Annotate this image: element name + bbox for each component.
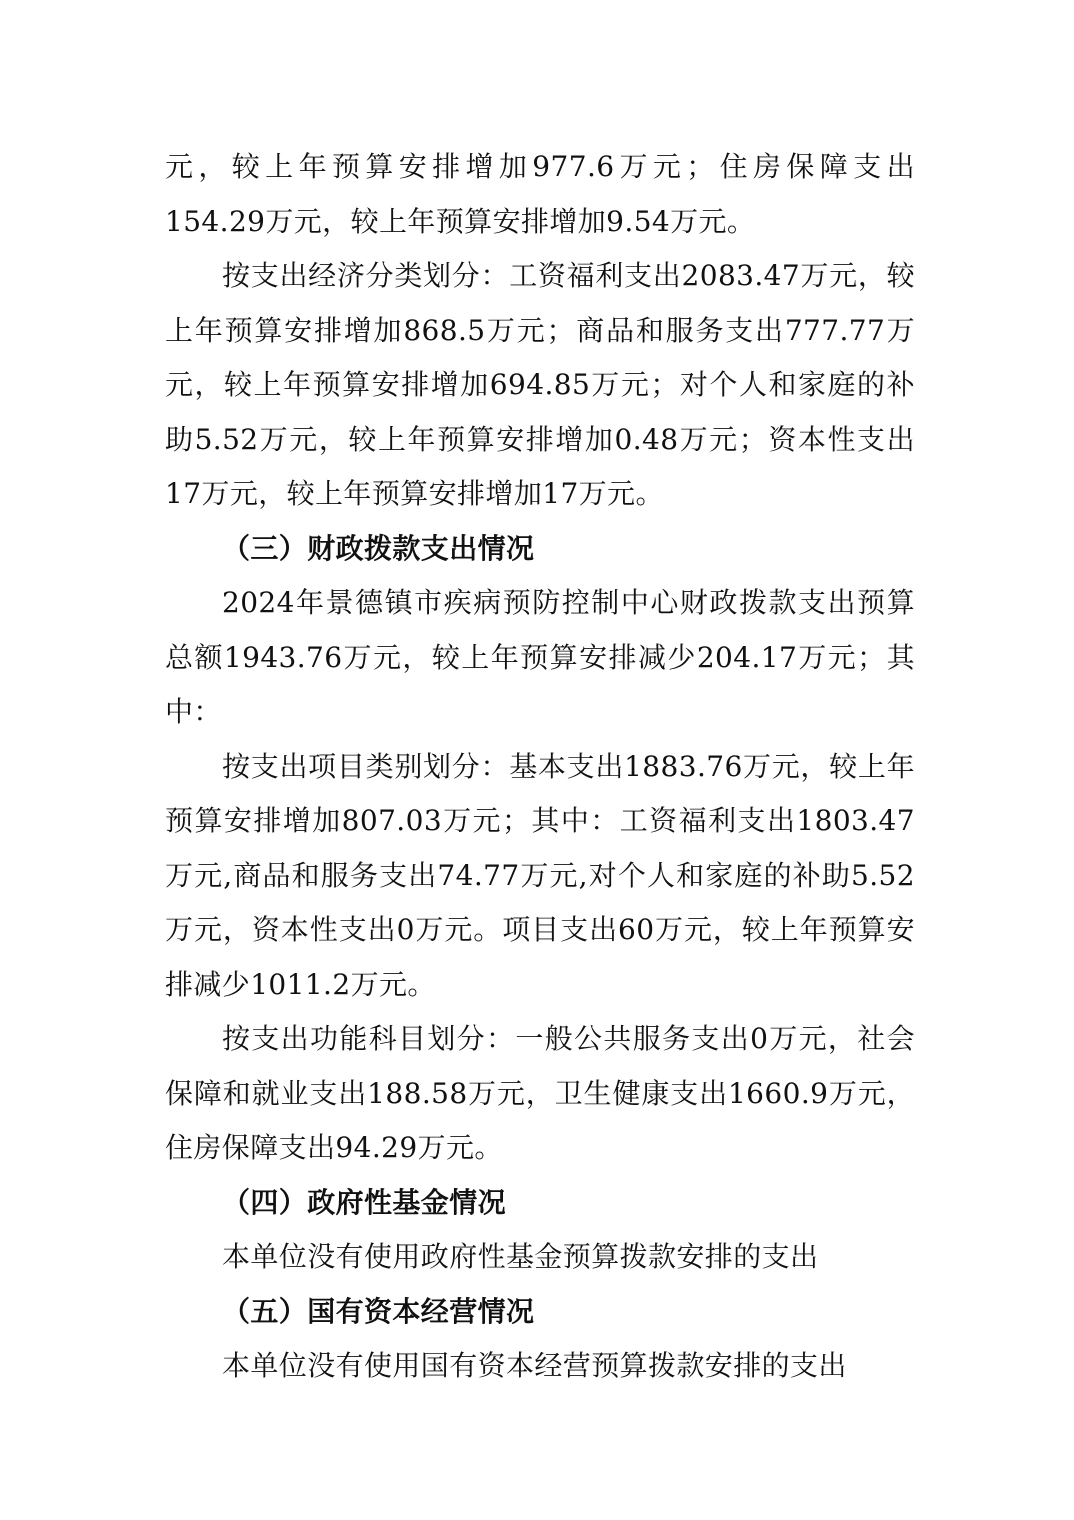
paragraph-economic-classification: 按支出经济分类划分：工资福利支出2083.47万元，较上年预算安排增加868.5万元；商品和服务支出777.77万元，较上年预算安排增加694.85万元；对个人和家庭的补助5.52万元，较上年预算安排增加0.48万元；资本性支出17万元，较上年预算安排增加17万元。 <box>165 259 915 510</box>
paragraph-state-capital-note: 本单位没有使用国有资本经营预算拨款安排的支出 <box>222 1349 847 1382</box>
section-heading-government-fund: （四）政府性基金情况 <box>222 1185 507 1219</box>
section-heading-state-capital: （五）国有资本经营情况 <box>222 1294 535 1328</box>
paragraph-fiscal-total: 2024年景德镇市疾病预防控制中心财政拨款支出预算总额1943.76万元，较上年预算安排减少204.17万元；其中： <box>165 586 915 728</box>
paragraph-housing-expense: 元，较上年预算安排增加977.6万元；住房保障支出154.29万元，较上年预算安排增加9.54万元。 <box>165 150 915 238</box>
document-page <box>165 140 915 1394</box>
paragraph-functional-subject: 按支出功能科目划分：一般公共服务支出0万元，社会保障和就业支出188.58万元，卫生健康支出1660.9万元，住房保障支出94.29万元。 <box>165 1022 915 1164</box>
paragraph-government-fund-note: 本单位没有使用政府性基金预算拨款安排的支出 <box>222 1240 819 1273</box>
section-heading-fiscal-appropriation: （三）财政拨款支出情况 <box>222 531 535 565</box>
paragraph-project-category: 按支出项目类别划分：基本支出1883.76万元，较上年预算安排增加807.03万元；其中：工资福利支出1803.47万元,商品和服务支出74.77万元,对个人和家庭的补助5.52万元，资本性支出0万元。项目支出60万元，较上年预算安排减少1011.2万元。 <box>165 749 915 1001</box>
